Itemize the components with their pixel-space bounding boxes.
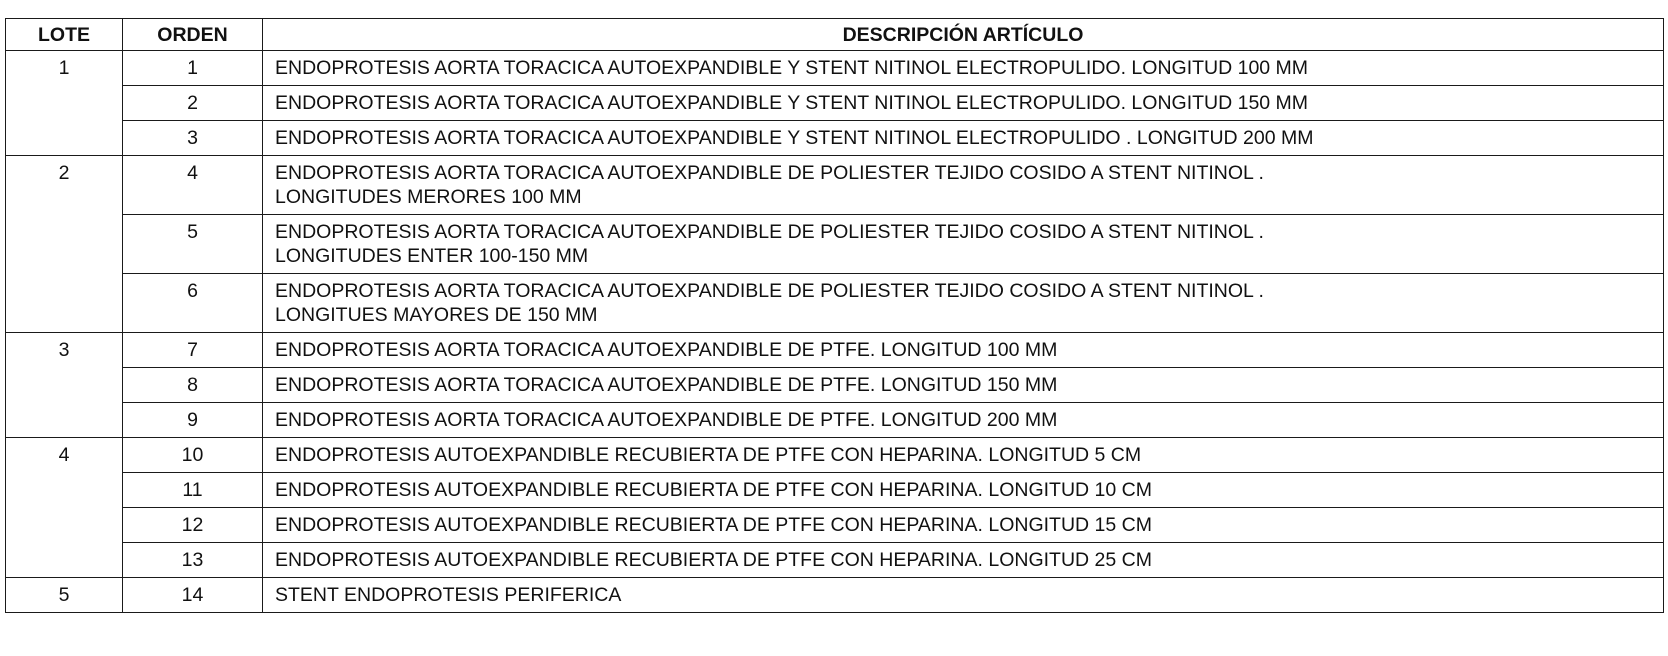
table-row xyxy=(6,578,1664,613)
description-cell xyxy=(263,274,1664,333)
table-row xyxy=(6,86,1664,121)
description-line-2: LONGITUDES MERORES 100 MM xyxy=(275,186,582,208)
description-cell xyxy=(263,215,1664,274)
table-row xyxy=(6,274,1664,333)
table-row xyxy=(6,403,1664,438)
description-cell xyxy=(263,156,1664,215)
description-line-1: ENDOPROTESIS AORTA TORACICA AUTOEXPANDIBLE DE POLIESTER TEJIDO COSIDO A STENT NITINOL . xyxy=(275,280,1264,302)
table-row xyxy=(6,121,1664,156)
description-cell: ENDOPROTESIS AUTOEXPANDIBLE RECUBIERTA DE PTFE CON HEPARINA. LONGITUD 10 CM xyxy=(263,473,1664,508)
header-lote: LOTE xyxy=(6,19,123,51)
table-row xyxy=(6,333,1664,368)
orden-cell: 6 xyxy=(123,274,263,333)
description-cell: ENDOPROTESIS AORTA TORACICA AUTOEXPANDIBLE DE PTFE. LONGITUD 200 MM xyxy=(263,403,1664,438)
description-cell: ENDOPROTESIS AORTA TORACICA AUTOEXPANDIBLE Y STENT NITINOL ELECTROPULIDO. LONGITUD 150 MM xyxy=(263,86,1664,121)
orden-cell: 7 xyxy=(123,333,263,368)
lote-cell: 4 xyxy=(6,438,123,578)
orden-cell: 12 xyxy=(123,508,263,543)
header-row xyxy=(6,19,1664,51)
description-line-2: LONGITUES MAYORES DE 150 MM xyxy=(275,304,598,326)
orden-cell: 4 xyxy=(123,156,263,215)
table-row xyxy=(6,215,1664,274)
table-row xyxy=(6,508,1664,543)
orden-cell: 9 xyxy=(123,403,263,438)
description-cell: ENDOPROTESIS AORTA TORACICA AUTOEXPANDIBLE Y STENT NITINOL ELECTROPULIDO . LONGITUD 200 MM xyxy=(263,121,1664,156)
lote-cell: 2 xyxy=(6,156,123,333)
description-cell: ENDOPROTESIS AORTA TORACICA AUTOEXPANDIBLE DE PTFE. LONGITUD 100 MM xyxy=(263,333,1664,368)
description-cell: ENDOPROTESIS AORTA TORACICA AUTOEXPANDIBLE DE PTFE. LONGITUD 150 MM xyxy=(263,368,1664,403)
table-row xyxy=(6,51,1664,86)
table-row xyxy=(6,473,1664,508)
lote-cell: 3 xyxy=(6,333,123,438)
orden-cell: 8 xyxy=(123,368,263,403)
table-row xyxy=(6,156,1664,215)
header-orden: ORDEN xyxy=(123,19,263,51)
orden-cell: 5 xyxy=(123,215,263,274)
orden-cell: 1 xyxy=(123,51,263,86)
table-row xyxy=(6,438,1664,473)
description-cell: ENDOPROTESIS AUTOEXPANDIBLE RECUBIERTA DE PTFE CON HEPARINA. LONGITUD 5 CM xyxy=(263,438,1664,473)
description-cell: STENT ENDOPROTESIS PERIFERICA xyxy=(263,578,1664,613)
orden-cell: 13 xyxy=(123,543,263,578)
lote-cell: 1 xyxy=(6,51,123,156)
lote-cell: 5 xyxy=(6,578,123,613)
table-row xyxy=(6,543,1664,578)
orden-cell: 3 xyxy=(123,121,263,156)
table-row xyxy=(6,368,1664,403)
orden-cell: 2 xyxy=(123,86,263,121)
description-line-1: ENDOPROTESIS AORTA TORACICA AUTOEXPANDIBLE DE POLIESTER TEJIDO COSIDO A STENT NITINOL . xyxy=(275,221,1264,243)
orden-cell: 10 xyxy=(123,438,263,473)
description-line-1: ENDOPROTESIS AORTA TORACICA AUTOEXPANDIBLE DE POLIESTER TEJIDO COSIDO A STENT NITINOL . xyxy=(275,162,1264,184)
articles-table xyxy=(5,18,1664,613)
articles-table-container xyxy=(5,18,1664,613)
orden-cell: 11 xyxy=(123,473,263,508)
description-cell: ENDOPROTESIS AUTOEXPANDIBLE RECUBIERTA DE PTFE CON HEPARINA. LONGITUD 25 CM xyxy=(263,543,1664,578)
orden-cell: 14 xyxy=(123,578,263,613)
header-descripcion: DESCRIPCIÓN ARTÍCULO xyxy=(263,19,1664,51)
description-line-2: LONGITUDES ENTER 100-150 MM xyxy=(275,245,589,267)
description-cell: ENDOPROTESIS AORTA TORACICA AUTOEXPANDIBLE Y STENT NITINOL ELECTROPULIDO. LONGITUD 100 MM xyxy=(263,51,1664,86)
description-cell: ENDOPROTESIS AUTOEXPANDIBLE RECUBIERTA DE PTFE CON HEPARINA. LONGITUD 15 CM xyxy=(263,508,1664,543)
